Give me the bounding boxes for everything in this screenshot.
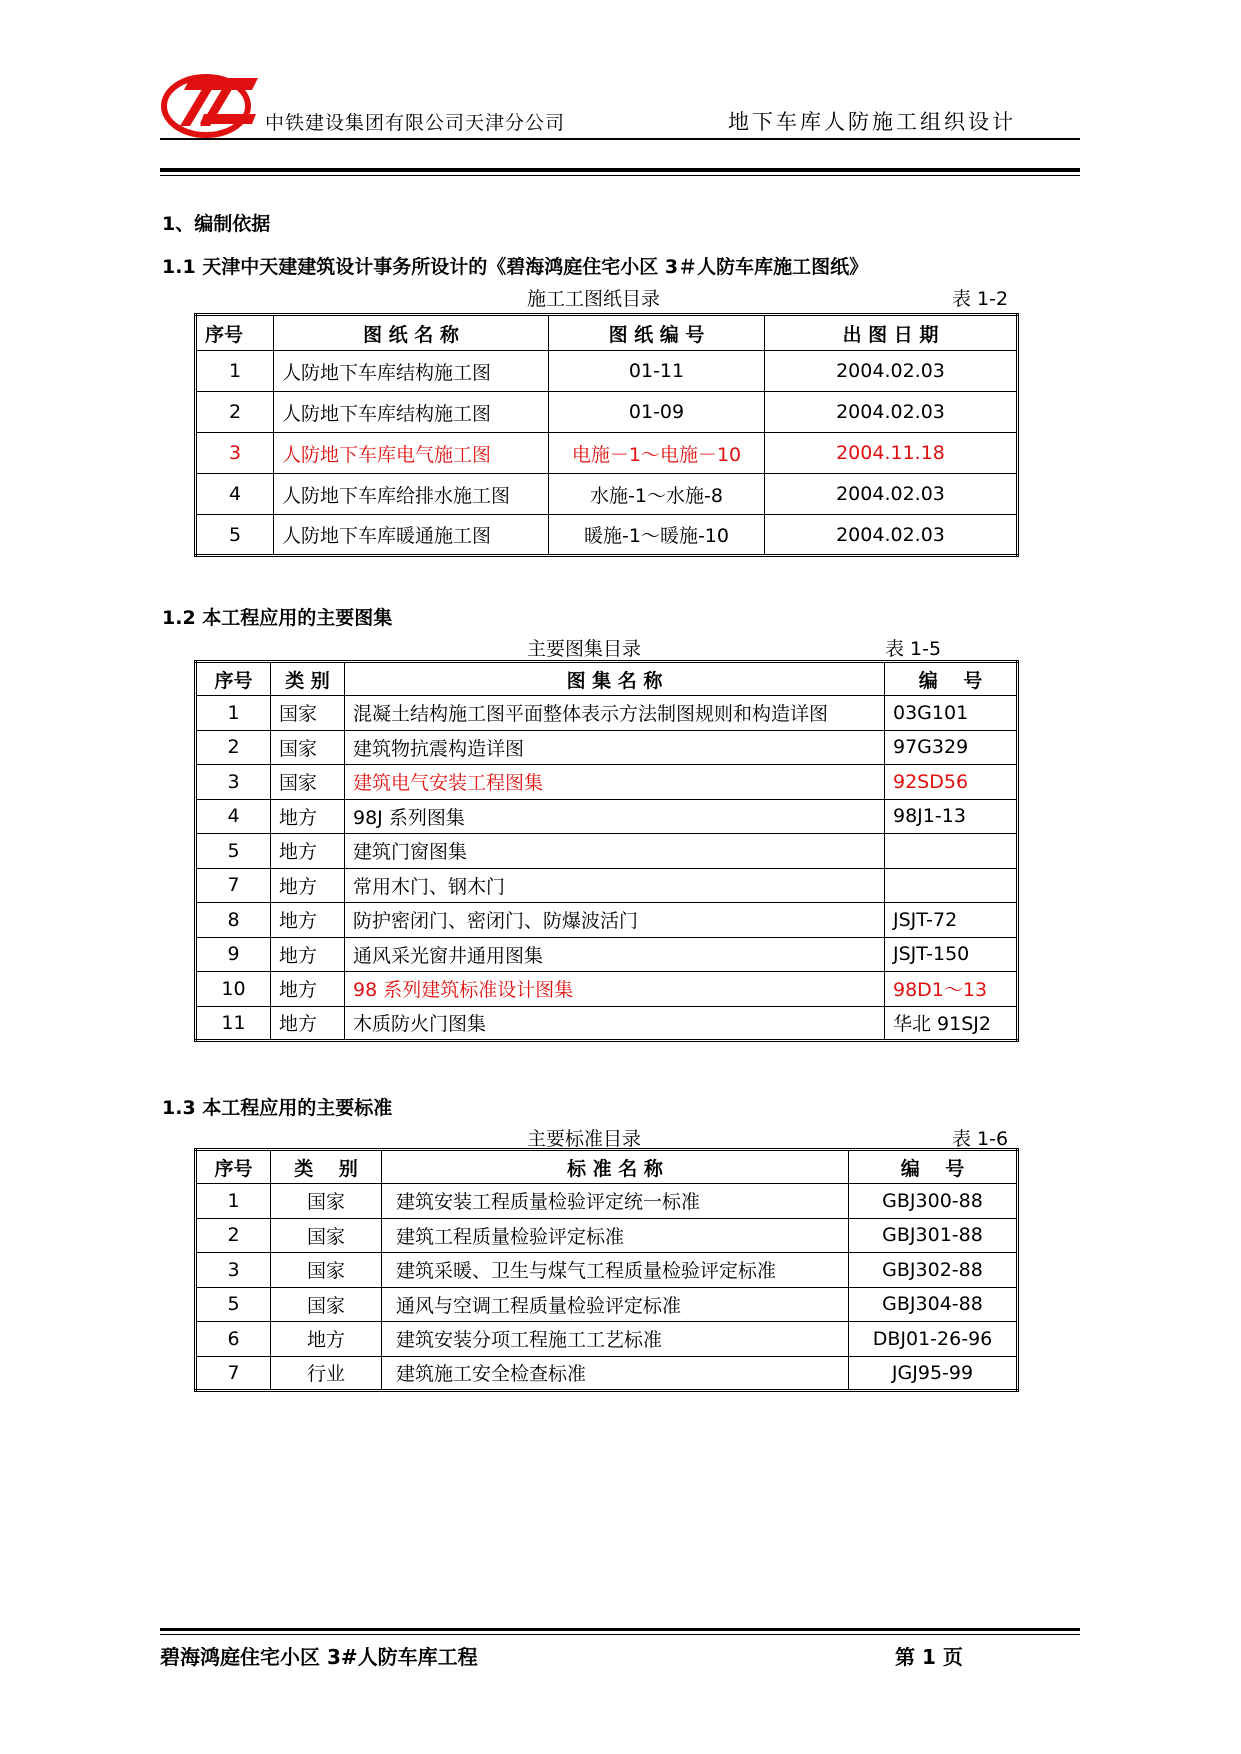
cell: 92SD56 [885, 765, 1018, 800]
cell: 1 [196, 696, 271, 731]
table-row [196, 515, 1018, 556]
cell: 地方 [271, 799, 345, 834]
table-row [196, 1184, 1018, 1219]
cell: 国家 [271, 730, 345, 765]
cell: 11 [196, 1006, 271, 1041]
cell: 行业 [271, 1356, 382, 1391]
table-row-highlighted [196, 765, 1018, 800]
table-row-highlighted [196, 433, 1018, 474]
cell: 华北 91SJ2 [885, 1006, 1018, 1041]
col-header: 图 集 名 称 [345, 662, 885, 696]
cell: 98J 系列图集 [345, 799, 885, 834]
col-header: 编 号 [849, 1150, 1018, 1184]
cell: 常用木门、钢木门 [345, 868, 885, 903]
table-row [196, 1356, 1018, 1391]
table-row [196, 1218, 1018, 1253]
table2-number: 表 1-5 [885, 638, 942, 660]
cell: 建筑电气安装工程图集 [345, 765, 885, 800]
header-rule [160, 138, 1080, 140]
cell: 01-11 [549, 351, 765, 392]
table-header-row [196, 662, 1018, 696]
cell: 10 [196, 972, 271, 1007]
cell: 3 [196, 765, 271, 800]
table1-caption: 施工工图纸目录 [527, 288, 661, 310]
subsection-1-1: 1.1 天津中天建建筑设计事务所设计的《碧海鸿庭住宅小区 3＃人防车库施工图纸》 [162, 256, 869, 278]
page-number: 第 1 页 [895, 1645, 963, 1669]
cell: 1 [196, 1184, 271, 1219]
cell [885, 834, 1018, 869]
cell: 98D1～13 [885, 972, 1018, 1007]
col-header: 图 纸 编 号 [549, 315, 765, 351]
cell: 地方 [271, 937, 345, 972]
cell: 暖施-1～暖施-10 [549, 515, 765, 556]
cell: 地方 [271, 972, 345, 1007]
cell: 防护密闭门、密闭门、防爆波活门 [345, 903, 885, 938]
cell: JGJ95-99 [849, 1356, 1018, 1391]
cell: GBJ301-88 [849, 1218, 1018, 1253]
cell: 地方 [271, 1322, 382, 1357]
subsection-1-2: 1.2 本工程应用的主要图集 [162, 607, 393, 629]
cell: 2004.11.18 [765, 433, 1018, 474]
cell: 建筑安装分项工程施工工艺标准 [382, 1322, 849, 1357]
atlas-list-table [194, 660, 1019, 1042]
footer-project: 碧海鸿庭住宅小区 3#人防车库工程 [160, 1645, 478, 1669]
cell: DBJ01-26-96 [849, 1322, 1018, 1357]
cell: 人防地下车库暖通施工图 [274, 515, 549, 556]
cell: 9 [196, 937, 271, 972]
cell: 2 [196, 392, 274, 433]
table3-number: 表 1-6 [952, 1128, 1009, 1150]
col-header: 出 图 日 期 [765, 315, 1018, 351]
cell: 国家 [271, 1287, 382, 1322]
standards-list-table [194, 1148, 1019, 1392]
cell: 人防地下车库电气施工图 [274, 433, 549, 474]
table2-caption: 主要图集目录 [527, 638, 642, 660]
cell: 人防地下车库结构施工图 [274, 392, 549, 433]
header-thick-rule [160, 168, 1080, 172]
section-heading: 1、编制依据 [162, 213, 271, 235]
table1-number: 表 1-2 [952, 288, 1009, 310]
company-logo [160, 66, 268, 138]
cell: 地方 [271, 1006, 345, 1041]
cell: 国家 [271, 1218, 382, 1253]
cell: 通风采光窗井通用图集 [345, 937, 885, 972]
table-row [196, 834, 1018, 869]
table-row [196, 1006, 1018, 1041]
table3-caption: 主要标准目录 [527, 1128, 642, 1150]
cell: 国家 [271, 696, 345, 731]
cell: 2004.02.03 [765, 351, 1018, 392]
cell: 6 [196, 1322, 271, 1357]
col-header: 类 别 [271, 1150, 382, 1184]
company-name: 中铁建设集团有限公司天津分公司 [265, 112, 566, 134]
col-header: 标 准 名 称 [382, 1150, 849, 1184]
cell [885, 868, 1018, 903]
cell: GBJ304-88 [849, 1287, 1018, 1322]
cell: JSJT-72 [885, 903, 1018, 938]
drawing-list-table [194, 313, 1019, 557]
cell: 7 [196, 1356, 271, 1391]
cell: 人防地下车库给排水施工图 [274, 474, 549, 515]
cell: 地方 [271, 868, 345, 903]
cell: 建筑工程质量检验评定标准 [382, 1218, 849, 1253]
cell: 国家 [271, 1253, 382, 1288]
cell: GBJ302-88 [849, 1253, 1018, 1288]
cell: 木质防火门图集 [345, 1006, 885, 1041]
cell: 98J1-13 [885, 799, 1018, 834]
cell: 电施－1～电施－10 [549, 433, 765, 474]
cell: 水施-1～水施-8 [549, 474, 765, 515]
col-header: 图 纸 名 称 [274, 315, 549, 351]
table-row [196, 937, 1018, 972]
cell: 国家 [271, 1184, 382, 1219]
cell: 国家 [271, 765, 345, 800]
cell: 5 [196, 834, 271, 869]
header-thin-rule [160, 175, 1080, 176]
cell: JSJT-150 [885, 937, 1018, 972]
col-header: 编 号 [885, 662, 1018, 696]
table-row [196, 730, 1018, 765]
cell: 地方 [271, 903, 345, 938]
cell: 8 [196, 903, 271, 938]
cell: 建筑安装工程质量检验评定统一标准 [382, 1184, 849, 1219]
table-row [196, 351, 1018, 392]
footer-thick-rule [160, 1628, 1080, 1631]
cell: 混凝土结构施工图平面整体表示方法制图规则和构造详图 [345, 696, 885, 731]
cell: 97G329 [885, 730, 1018, 765]
cell: 建筑施工安全检查标准 [382, 1356, 849, 1391]
table-row [196, 1253, 1018, 1288]
col-header: 序号 [196, 662, 271, 696]
cell: 1 [196, 351, 274, 392]
table-row [196, 392, 1018, 433]
cell: 4 [196, 799, 271, 834]
table-row [196, 474, 1018, 515]
cell: 建筑物抗震构造详图 [345, 730, 885, 765]
table-row [196, 799, 1018, 834]
subsection-1-3: 1.3 本工程应用的主要标准 [162, 1097, 393, 1119]
cell: 建筑门窗图集 [345, 834, 885, 869]
cell: 建筑采暖、卫生与煤气工程质量检验评定标准 [382, 1253, 849, 1288]
table-row [196, 903, 1018, 938]
table-row [196, 868, 1018, 903]
table-header-row [196, 1150, 1018, 1184]
cell: 01-09 [549, 392, 765, 433]
cell: 4 [196, 474, 274, 515]
cell: 2 [196, 730, 271, 765]
col-header: 序号 [196, 1150, 271, 1184]
document-title: 地下车库人防施工组织设计 [728, 110, 1016, 134]
cell: 2004.02.03 [765, 474, 1018, 515]
table-row [196, 1322, 1018, 1357]
cell: 3 [196, 433, 274, 474]
cell: 98 系列建筑标准设计图集 [345, 972, 885, 1007]
cell: 5 [196, 515, 274, 556]
footer-thin-rule [160, 1634, 1080, 1635]
cell: 3 [196, 1253, 271, 1288]
col-header: 类 别 [271, 662, 345, 696]
table-row-highlighted [196, 972, 1018, 1007]
cell: 2004.02.03 [765, 392, 1018, 433]
table-header-row [196, 315, 1018, 351]
table-row [196, 1287, 1018, 1322]
cell: 03G101 [885, 696, 1018, 731]
cell: 7 [196, 868, 271, 903]
cell: 5 [196, 1287, 271, 1322]
cell: 地方 [271, 834, 345, 869]
cell: GBJ300-88 [849, 1184, 1018, 1219]
cell: 2 [196, 1218, 271, 1253]
table-row [196, 696, 1018, 731]
col-header: 序号 [196, 315, 274, 351]
cell: 通风与空调工程质量检验评定标准 [382, 1287, 849, 1322]
cell: 2004.02.03 [765, 515, 1018, 556]
cell: 人防地下车库结构施工图 [274, 351, 549, 392]
